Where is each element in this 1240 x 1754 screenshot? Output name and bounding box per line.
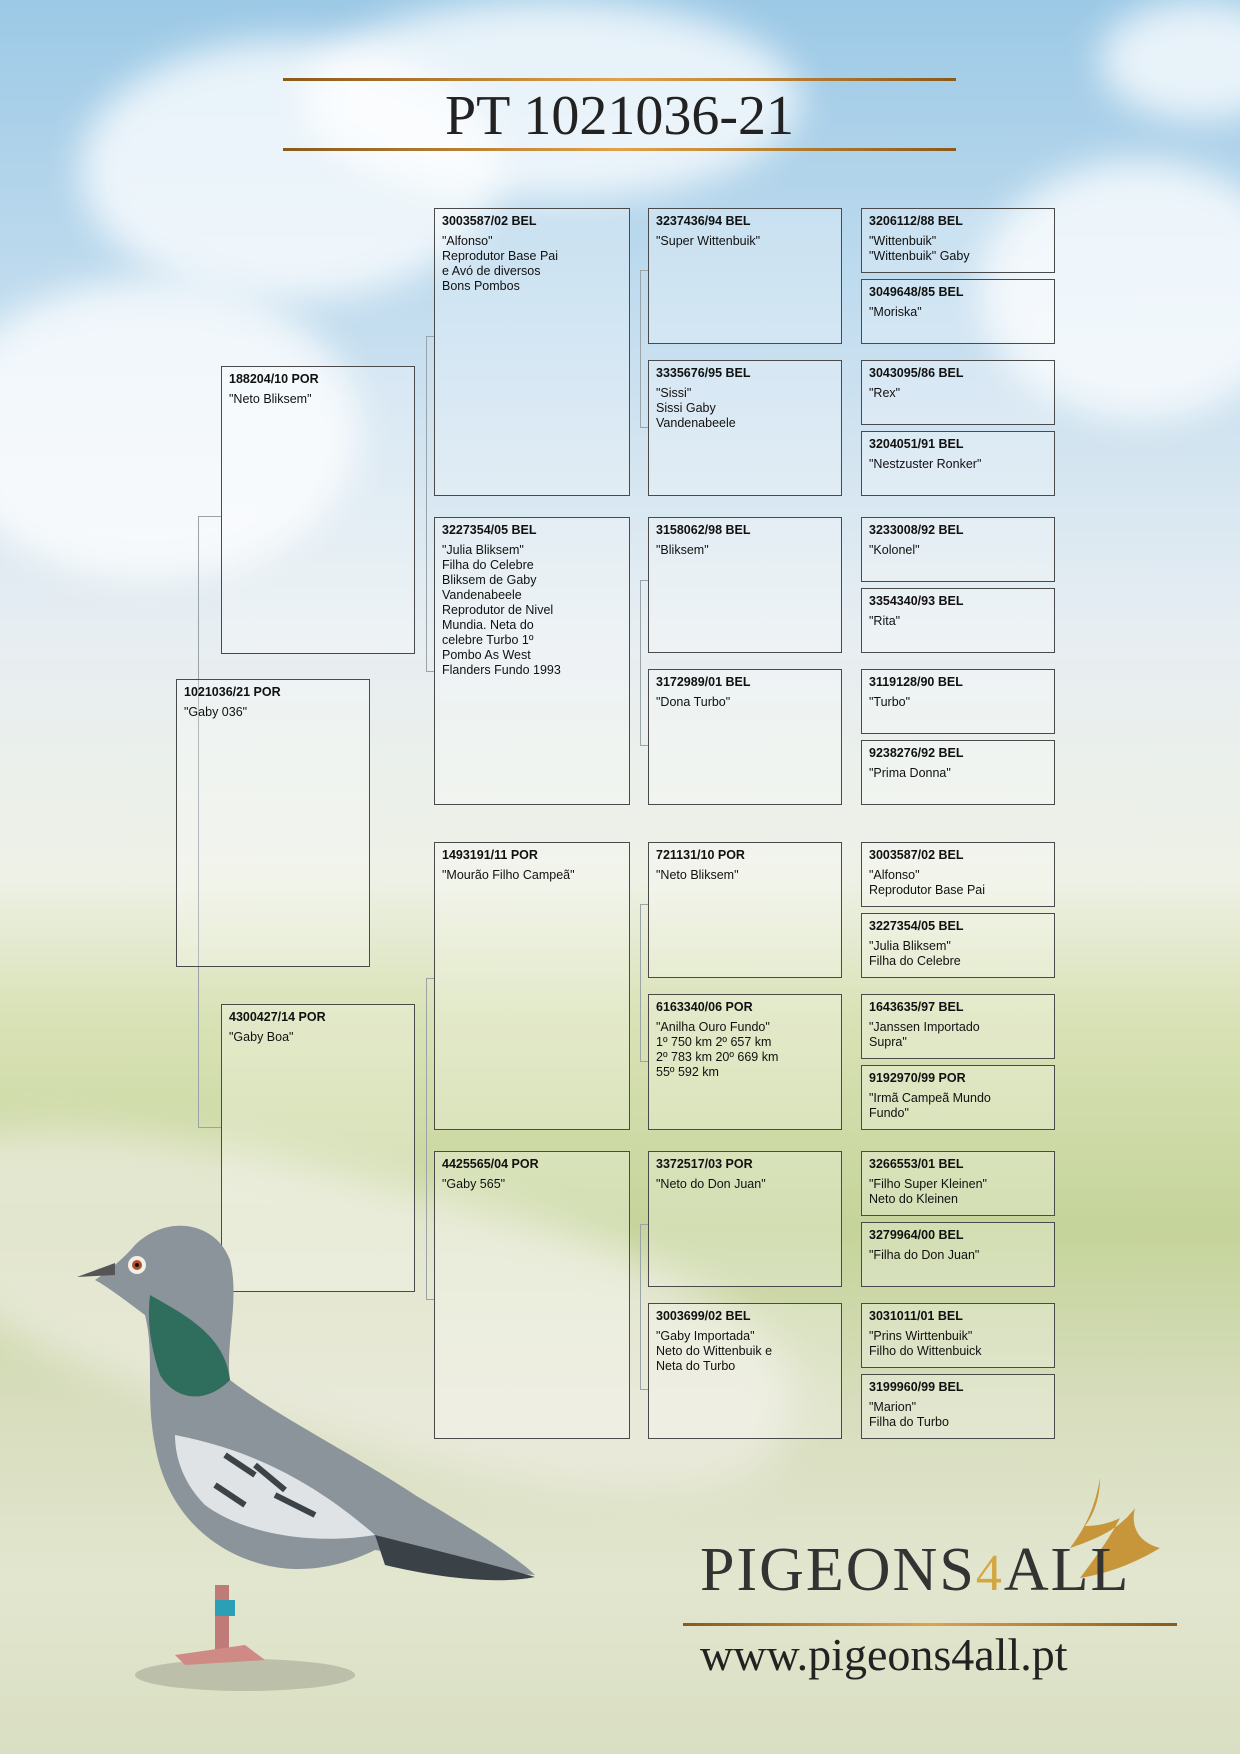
ring-number: 6163340/06 POR bbox=[656, 1000, 753, 1014]
brand-name-four: 4 bbox=[975, 1545, 1004, 1602]
pedigree-gen3-box bbox=[648, 208, 842, 344]
ring-number: 3199960/99 BEL bbox=[869, 1380, 964, 1394]
brand-name-part1: PIGEONS bbox=[700, 1536, 976, 1604]
ring-number: 3279964/00 BEL bbox=[869, 1228, 964, 1242]
bird-description: "Marion" Filha do Turbo bbox=[869, 1400, 949, 1429]
bird-description: "Super Wittenbuik" bbox=[656, 234, 761, 248]
bird-description: "Moriska" bbox=[869, 305, 922, 319]
bird-description: "Wittenbuik" "Wittenbuik" Gaby bbox=[869, 234, 970, 263]
brand-rule bbox=[683, 1623, 1177, 1626]
title-bottom-rule bbox=[283, 148, 956, 151]
ring-number: 3049648/85 BEL bbox=[869, 285, 964, 299]
pedigree-gen4-box bbox=[861, 994, 1055, 1059]
pedigree-gen2-box bbox=[434, 842, 630, 1130]
bird-description: "Julia Bliksem" Filha do Celebre bbox=[869, 939, 961, 968]
pedigree-gen3-box bbox=[648, 360, 842, 496]
ring-number: 1021036/21 POR bbox=[184, 685, 281, 699]
pedigree-gen3-box bbox=[648, 994, 842, 1130]
bird-description: "Neto Bliksem" bbox=[229, 392, 312, 406]
ring-number: 3354340/93 BEL bbox=[869, 594, 964, 608]
pedigree-gen4-box bbox=[861, 842, 1055, 907]
ring-number: 3119128/90 BEL bbox=[869, 675, 963, 689]
pedigree-subject bbox=[176, 679, 370, 967]
pedigree-gen4-box bbox=[861, 588, 1055, 653]
ring-number: 3043095/86 BEL bbox=[869, 366, 964, 380]
pedigree-gen3-box bbox=[648, 1303, 842, 1439]
ring-number: 3335676/95 BEL bbox=[656, 366, 751, 380]
ring-number: 9192970/99 POR bbox=[869, 1071, 966, 1085]
ring-number: 3227354/05 BEL bbox=[442, 523, 537, 537]
bird-description: "Gaby 565" bbox=[442, 1177, 506, 1191]
bird-description: "Gaby 036" bbox=[184, 705, 248, 719]
bird-description: "Mourão Filho Campeã" bbox=[442, 868, 575, 882]
ring-number: 188204/10 POR bbox=[229, 372, 319, 386]
ring-number: 3372517/03 POR bbox=[656, 1157, 753, 1171]
bird-description: "Julia Bliksem" Filha do Celebre Bliksem de Gaby Vandenabeele Reprodutor de Nivel Mundia. Neta do celebre Turbo 1º Pombo As West Flanders Fundo 1993 bbox=[442, 543, 561, 677]
bird-description: "Filha do Don Juan" bbox=[869, 1248, 980, 1262]
ring-number: 1643635/97 BEL bbox=[869, 1000, 964, 1014]
bird-description: "Nestzuster Ronker" bbox=[869, 457, 982, 471]
pedigree-gen4-box bbox=[861, 740, 1055, 805]
pedigree-gen2-box bbox=[434, 208, 630, 496]
bird-description: "Gaby Boa" bbox=[229, 1030, 294, 1044]
ring-number: 4300427/14 POR bbox=[229, 1010, 326, 1024]
bird-description: "Prima Donna" bbox=[869, 766, 951, 780]
bird-description: "Bliksem" bbox=[656, 543, 709, 557]
pedigree-gen4-box bbox=[861, 360, 1055, 425]
bird-description: "Turbo" bbox=[869, 695, 911, 709]
brand-name-part2: ALL bbox=[1003, 1536, 1131, 1604]
ring-number: 3031011/01 BEL bbox=[869, 1309, 963, 1323]
ring-number: 3227354/05 BEL bbox=[869, 919, 964, 933]
ring-number: 3158062/98 BEL bbox=[656, 523, 751, 537]
ring-number: 3003587/02 BEL bbox=[442, 214, 537, 228]
ring-number: 721131/10 POR bbox=[656, 848, 745, 862]
ring-number: 3266553/01 BEL bbox=[869, 1157, 964, 1171]
pedigree-gen4-box bbox=[861, 208, 1055, 273]
bird-description: "Alfonso" Reprodutor Base Pai bbox=[869, 868, 986, 897]
ring-number: 3003699/02 BEL bbox=[656, 1309, 751, 1323]
pigeon-illustration bbox=[55, 1205, 555, 1705]
pedigree-gen4-box bbox=[861, 1222, 1055, 1287]
ring-number: 3233008/92 BEL bbox=[869, 523, 964, 537]
pedigree-gen4-box bbox=[861, 1303, 1055, 1368]
bird-description: "Irmã Campeã Mundo Fundo" bbox=[869, 1091, 991, 1120]
bird-description: "Neto Bliksem" bbox=[656, 868, 739, 882]
bird-description: "Prins Wirttenbuik" Filho do Wittenbuick bbox=[869, 1329, 982, 1358]
pedigree-gen3-box bbox=[648, 842, 842, 978]
pedigree-gen4-box bbox=[861, 517, 1055, 582]
pedigree-gen4-box bbox=[861, 431, 1055, 496]
ring-number: 3172989/01 BEL bbox=[656, 675, 751, 689]
ring-number: 1493191/11 POR bbox=[442, 848, 538, 862]
pedigree-gen4-box bbox=[861, 669, 1055, 734]
pedigree-gen4-box bbox=[861, 1065, 1055, 1130]
brand-logo bbox=[700, 1535, 1130, 1606]
ring-number: 3237436/94 BEL bbox=[656, 214, 751, 228]
bird-description: "Rita" bbox=[869, 614, 901, 628]
pedigree-gen4-box bbox=[861, 1374, 1055, 1439]
bird-description: "Sissi" Sissi Gaby Vandenabeele bbox=[656, 386, 736, 430]
website-url: www.pigeons4all.pt bbox=[700, 1629, 1068, 1680]
ring-number: 4425565/04 POR bbox=[442, 1157, 539, 1171]
bird-description: "Alfonso" Reprodutor Base Pai e Avó de diversos Bons Pombos bbox=[442, 234, 559, 293]
pedigree-gen3-box bbox=[648, 517, 842, 653]
pedigree-gen3-box bbox=[648, 669, 842, 805]
bird-description: "Anilha Ouro Fundo" 1º 750 km 2º 657 km 2º 783 km 20º 669 km 55º 592 km bbox=[656, 1020, 779, 1079]
pedigree-gen4-box bbox=[861, 279, 1055, 344]
title-top-rule bbox=[283, 78, 956, 81]
pedigree-gen4-box bbox=[861, 913, 1055, 978]
bird-description: "Gaby Importada" Neto do Wittenbuik e Neta do Turbo bbox=[656, 1329, 773, 1373]
pedigree-gen3-box bbox=[648, 1151, 842, 1287]
bird-description: "Neto do Don Juan" bbox=[656, 1177, 766, 1191]
ring-number: 3003587/02 BEL bbox=[869, 848, 964, 862]
pedigree-gen4-box bbox=[861, 1151, 1055, 1216]
pedigree-sire bbox=[221, 366, 415, 654]
pedigree-gen2-box bbox=[434, 517, 630, 805]
bird-description: "Rex" bbox=[869, 386, 901, 400]
ring-number: 3204051/91 BEL bbox=[869, 437, 964, 451]
bird-description: "Filho Super Kleinen" Neto do Kleinen bbox=[869, 1177, 987, 1206]
bird-description: "Kolonel" bbox=[869, 543, 920, 557]
ring-number: 3206112/88 BEL bbox=[869, 214, 963, 228]
page-title: PT 1021036-21 bbox=[445, 85, 794, 147]
bird-description: "Janssen Importado Supra" bbox=[869, 1020, 980, 1049]
bird-description: "Dona Turbo" bbox=[656, 695, 731, 709]
ring-number: 9238276/92 BEL bbox=[869, 746, 964, 760]
